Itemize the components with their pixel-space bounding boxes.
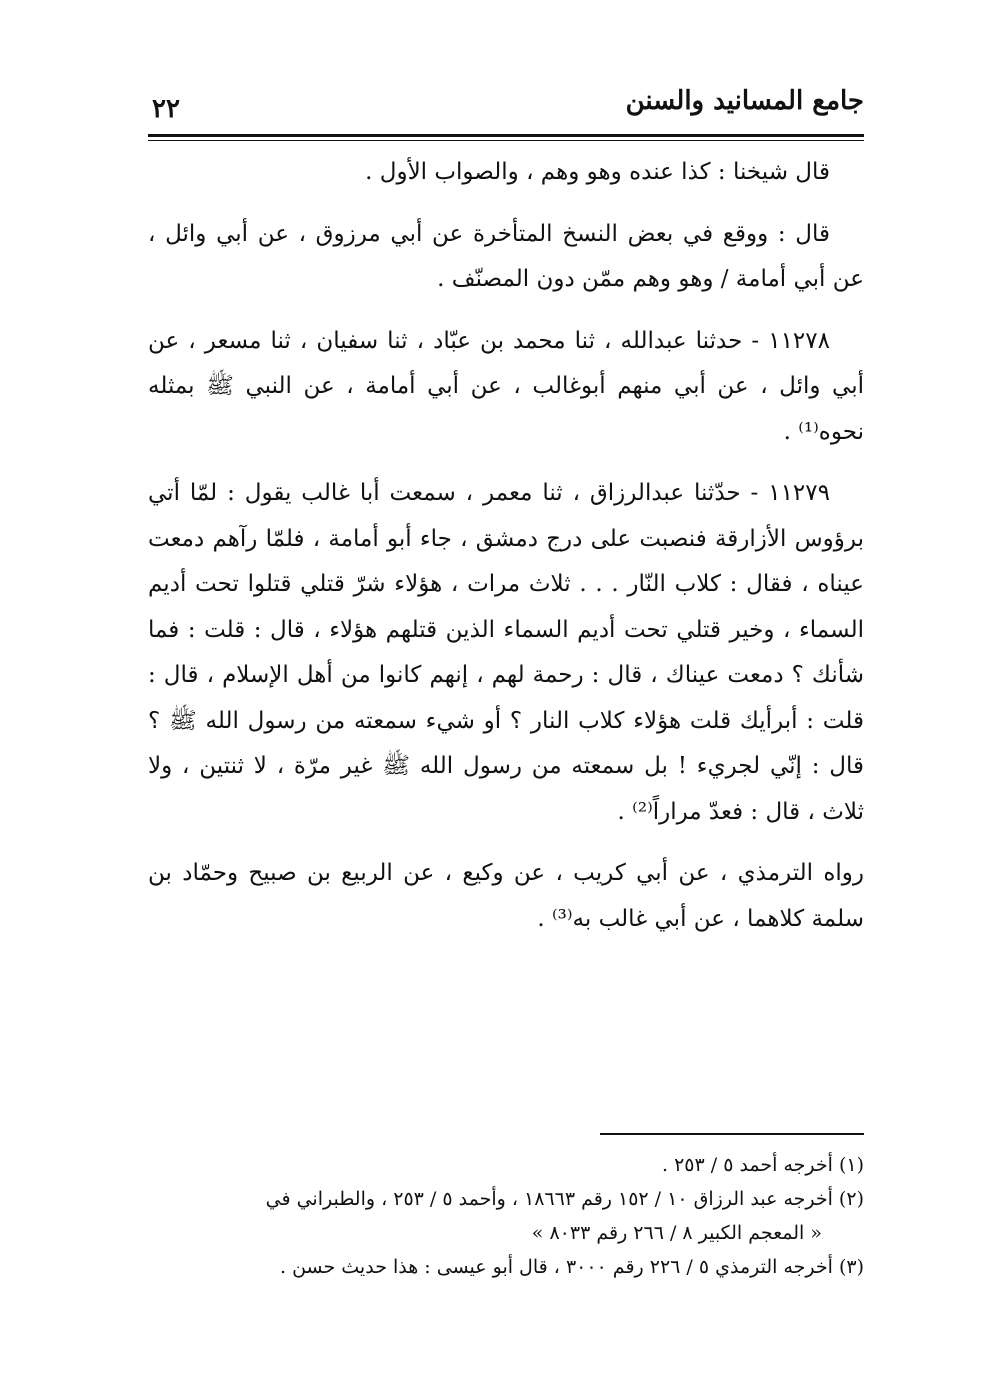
footnote-1: (١) أخرجه أحمد ٥ / ٢٥٣ . [661, 1154, 864, 1176]
footnote-rule [600, 1133, 864, 1135]
footnotes [148, 1148, 864, 1284]
narration-note: رواه الترمذي ، عن أبي كريب ، عن وكيع ، عن الربيع بن صبيح وحمّاد بن سلمة كلاهما ، عن أبي غالب به⁽³⁾ . [148, 860, 864, 932]
footnote-2-continuation: « المعجم الكبير ٨ / ٢٦٦ رقم ٨٠٣٣ » [531, 1222, 822, 1244]
header-rule [148, 134, 864, 141]
footnote-2: (٢) أخرجه عبد الرزاق ١٠ / ١٥٢ رقم ١٨٦٦٣ ، وأحمد ٥ / ٢٥٣ ، والطبراني في [265, 1188, 864, 1210]
paragraph-note-2: قال : ووقع في بعض النسخ المتأخرة عن أبي مرزوق ، عن أبي وائل ، عن أبي أمامة / وهو وهم ممّن دون المصنّف . [148, 220, 864, 292]
page-number: ٢٢ [152, 94, 180, 124]
main-text [148, 150, 864, 958]
footnote-3: (٣) أخرجه الترمذي ٥ / ٢٢٦ رقم ٣٠٠٠ ، قال أبو عيسى : هذا حديث حسن . [280, 1256, 864, 1278]
hadith-11279: ١١٢٧٩ - حدّثنا عبدالرزاق ، ثنا معمر ، سمعت أبا غالب يقول : لمّا أتي برؤوس الأزارقة فنصبت على درج دمشق ، جاء أبو أمامة ، فلمّا رآهم دمعت عيناه ، فقال : كلاب النّار . . . ثلاث مرات ، هؤلاء شرّ قتلي قتلوا تحت أديم السماء ، وخير قتلي تحت أديم السماء الذين قتلهم هؤلاء ، قال : قلت : فما شأنك ؟ دمعت عيناك ، قال : رحمة لهم ، إنهم كانوا من أهل الإسلام ، قال : قلت : أبرأيك قلت هؤلاء كلاب النار ؟ أو شيء سمعته من رسول الله ﷺ ؟ قال : إنّي لجريء ! بل سمعته من رسول الله ﷺ غير مرّة ، لا ثنتين ، ولا ثلاث ، قال : فعدّ مراراً⁽²⁾ . [148, 480, 864, 825]
book-title: جامع المسانيد والسنن [625, 86, 864, 116]
page-header [148, 80, 864, 136]
hadith-11278: ١١٢٧٨ - حدثنا عبدالله ، ثنا محمد بن عبّاد ، ثنا سفيان ، ثنا مسعر ، عن أبي وائل ، عن أبي منهم أبوغالب ، عن أبي أمامة ، عن النبي ﷺ بمثله نحوه⁽¹⁾ . [148, 327, 864, 445]
paragraph-note-1: قال شيخنا : كذا عنده وهو وهم ، والصواب الأول . [365, 159, 830, 185]
